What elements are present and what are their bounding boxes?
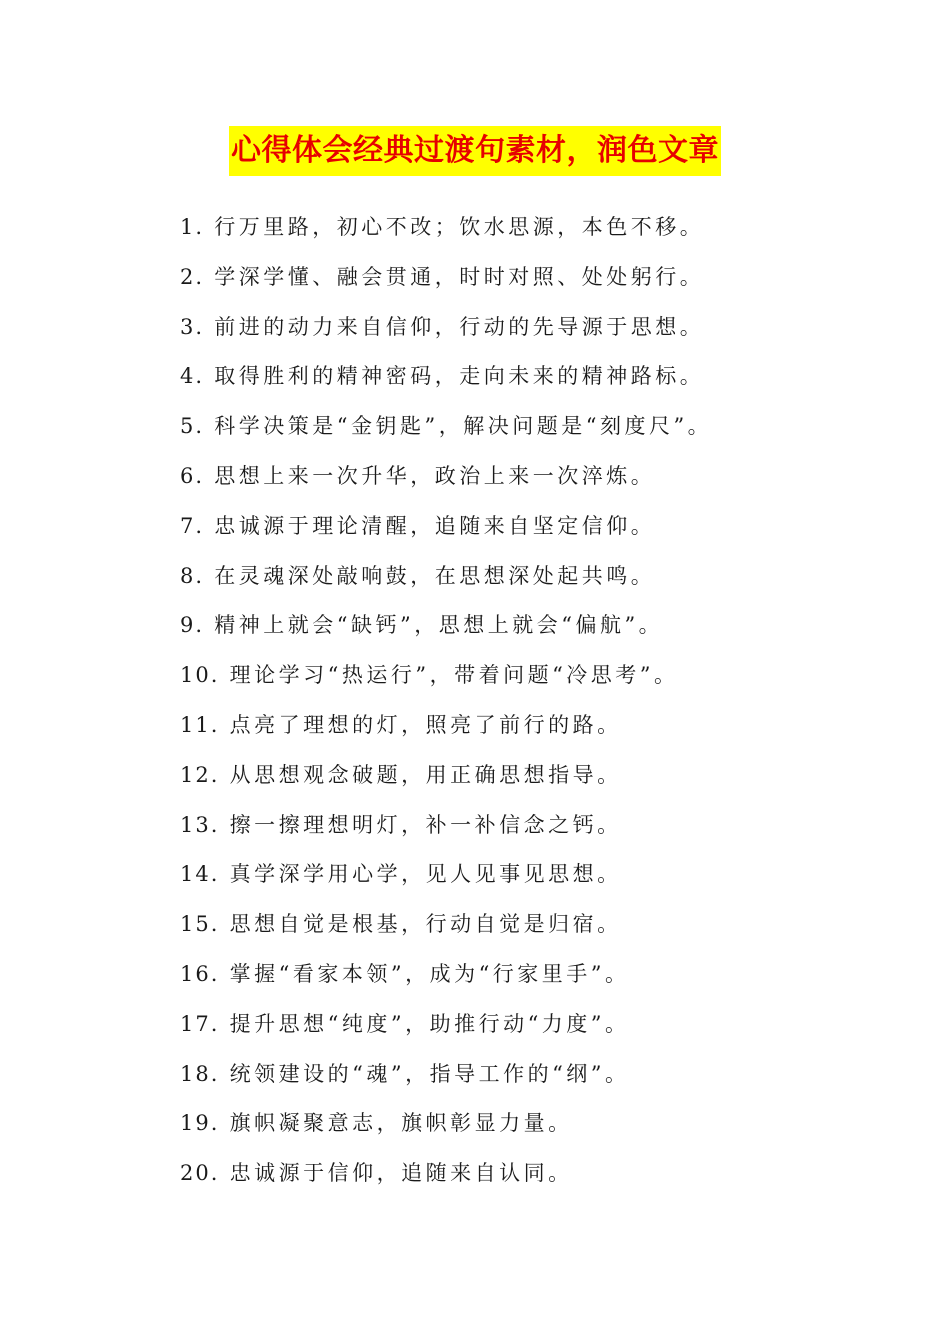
list-item: [180, 900, 920, 950]
list-item: [180, 950, 920, 1000]
list-item: [180, 303, 920, 353]
item-text: 行万里路，初心不改；饮水思源，本色不移。: [214, 215, 705, 239]
item-text: 学深学懂、融会贯通，时时对照、处处躬行。: [214, 264, 705, 289]
list-item: [180, 801, 920, 851]
sentence-list: [180, 203, 920, 1199]
list-item: [180, 701, 920, 751]
item-number: 15.: [180, 912, 220, 937]
item-number: 20.: [180, 1161, 220, 1186]
list-item: [180, 253, 920, 303]
item-text: 统领建设的“魂”，指导工作的“纲”。: [229, 1061, 630, 1086]
list-item: [180, 601, 920, 651]
item-number: 19.: [180, 1111, 220, 1136]
item-number: 6.: [180, 463, 205, 488]
item-number: 7.: [180, 513, 205, 538]
item-text: 真学深学用心学，见人见事见思想。: [229, 862, 622, 887]
item-number: 17.: [180, 1011, 220, 1036]
item-number: 4.: [180, 364, 205, 389]
item-text: 精神上就会“缺钙”，思想上就会“偏航”。: [214, 613, 664, 638]
list-item: [180, 751, 920, 801]
list-item: [180, 502, 920, 552]
item-number: 1.: [180, 215, 205, 239]
item-text: 理论学习“热运行”，带着问题“冷思考”。: [229, 663, 679, 688]
item-number: 5.: [180, 414, 205, 439]
item-number: 11.: [180, 712, 220, 737]
item-text: 旗帜凝聚意志，旗帜彰显力量。: [229, 1111, 573, 1136]
item-text: 前进的动力来自信仰，行动的先导源于思想。: [214, 314, 705, 339]
list-item: [180, 1050, 920, 1100]
item-number: 14.: [180, 862, 220, 887]
item-number: 16.: [180, 961, 220, 986]
list-item: [180, 1000, 920, 1050]
page-title: 心得体会经典过渡句素材，润色文章: [229, 126, 721, 176]
item-text: 擦一擦理想明灯，补一补信念之钙。: [229, 812, 622, 837]
list-item: [180, 552, 920, 602]
title-block: [0, 126, 950, 176]
item-text: 在灵魂深处敲响鼓，在思想深处起共鸣。: [214, 563, 656, 588]
item-text: 忠诚源于理论清醒，追随来自坚定信仰。: [214, 513, 656, 538]
item-text: 思想自觉是根基，行动自觉是归宿。: [229, 912, 622, 937]
item-text: 从思想观念破题，用正确思想指导。: [229, 762, 622, 787]
list-item: [180, 651, 920, 701]
item-text: 掌握“看家本领”，成为“行家里手”。: [229, 961, 630, 986]
item-number: 2.: [180, 264, 205, 289]
item-text: 提升思想“纯度”，助推行动“力度”。: [229, 1011, 630, 1036]
item-text: 思想上来一次升华，政治上来一次淬炼。: [214, 463, 656, 488]
list-item: [180, 1099, 920, 1149]
item-number: 12.: [180, 762, 220, 787]
list-item: [180, 1149, 920, 1199]
list-item: [180, 203, 920, 253]
item-number: 13.: [180, 812, 220, 837]
item-text: 科学决策是“金钥匙”，解决问题是“刻度尺”。: [214, 414, 713, 439]
item-number: 18.: [180, 1061, 220, 1086]
item-number: 9.: [180, 613, 205, 638]
list-item: [180, 402, 920, 452]
item-text: 点亮了理想的灯，照亮了前行的路。: [229, 712, 622, 737]
item-number: 8.: [180, 563, 205, 588]
list-item: [180, 352, 920, 402]
item-number: 3.: [180, 314, 205, 339]
item-number: 10.: [180, 663, 220, 688]
list-item: [180, 850, 920, 900]
item-text: 取得胜利的精神密码，走向未来的精神路标。: [214, 364, 705, 389]
list-item: [180, 452, 920, 502]
item-text: 忠诚源于信仰，追随来自认同。: [229, 1161, 573, 1186]
